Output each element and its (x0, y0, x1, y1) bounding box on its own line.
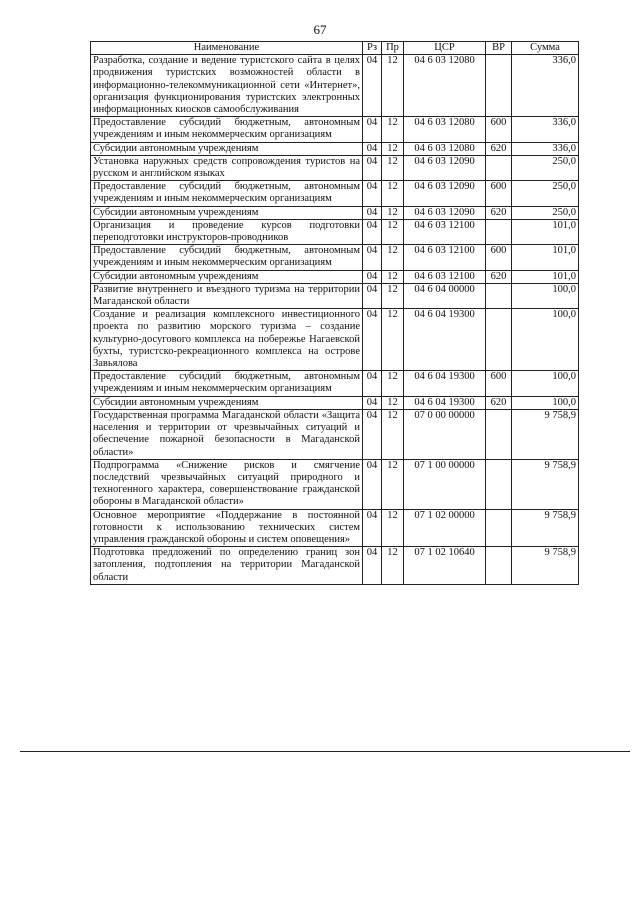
row-pr: 12 (382, 219, 404, 244)
row-sum: 250,0 (512, 155, 579, 180)
row-sum: 9 758,9 (512, 509, 579, 547)
row-sum: 9 758,9 (512, 459, 579, 509)
row-rz: 04 (363, 245, 382, 270)
row-vr: 600 (486, 245, 512, 270)
table-row (91, 245, 579, 270)
table-row (91, 117, 579, 142)
table-row (91, 283, 579, 308)
row-csr: 04 6 04 19300 (404, 309, 486, 371)
row-rz: 04 (363, 181, 382, 206)
row-rz: 04 (363, 142, 382, 155)
row-rz: 04 (363, 270, 382, 283)
row-sum: 250,0 (512, 206, 579, 219)
row-pr: 12 (382, 245, 404, 270)
row-pr: 12 (382, 547, 404, 585)
row-sum: 100,0 (512, 309, 579, 371)
row-vr (486, 55, 512, 117)
row-csr: 04 6 04 19300 (404, 371, 486, 396)
row-csr: 04 6 03 12080 (404, 55, 486, 117)
row-pr: 12 (382, 270, 404, 283)
row-name: Организация и проведение курсов подготовки переподготовки инструкторов-проводников (91, 219, 363, 244)
row-sum: 100,0 (512, 283, 579, 308)
row-pr: 12 (382, 396, 404, 409)
row-name: Разработка, создание и ведение туристского сайта в целях продвижения туристских возможностей области в информационно-телекоммуникационной сети «Интернет», организация функционирования туристских электронных информационных киосков самообслуживания (91, 55, 363, 117)
row-vr: 620 (486, 142, 512, 155)
row-sum: 101,0 (512, 270, 579, 283)
row-vr (486, 219, 512, 244)
row-name: Субсидии автономным учреждениям (91, 396, 363, 409)
row-csr: 04 6 03 12080 (404, 142, 486, 155)
row-name: Создание и реализация комплексного инвестиционного проекта по развитию морского туризма – создание культурно-досугового комплекса на побережье Нагаевской бухты, туристско-рекреационного комплекса на острове Завьялова (91, 309, 363, 371)
row-csr: 04 6 03 12090 (404, 155, 486, 180)
row-csr: 04 6 04 19300 (404, 396, 486, 409)
row-vr: 620 (486, 270, 512, 283)
row-vr: 600 (486, 371, 512, 396)
row-csr: 07 0 00 00000 (404, 409, 486, 459)
row-csr: 07 1 02 10640 (404, 547, 486, 585)
row-rz: 04 (363, 283, 382, 308)
table-row (91, 206, 579, 219)
row-rz: 04 (363, 309, 382, 371)
table-row (91, 309, 579, 371)
row-rz: 04 (363, 396, 382, 409)
table-row (91, 219, 579, 244)
table-row (91, 55, 579, 117)
budget-table (90, 41, 579, 585)
row-vr: 620 (486, 396, 512, 409)
row-name: Предоставление субсидий бюджетным, автономным учреждениям и иным некоммерческим организациям (91, 245, 363, 270)
row-name: Предоставление субсидий бюджетным, автономным учреждениям и иным некоммерческим организациям (91, 181, 363, 206)
row-rz: 04 (363, 155, 382, 180)
header-name: Наименование (91, 42, 363, 55)
row-csr: 04 6 03 12080 (404, 117, 486, 142)
row-csr: 04 6 03 12100 (404, 219, 486, 244)
header-rz: Рз (363, 42, 382, 55)
row-sum: 101,0 (512, 219, 579, 244)
row-csr: 04 6 03 12100 (404, 270, 486, 283)
row-vr (486, 409, 512, 459)
row-vr: 600 (486, 181, 512, 206)
row-rz: 04 (363, 409, 382, 459)
row-name: Подпрограмма «Снижение рисков и смягчение последствий чрезвычайных ситуаций природного и техногенного характера, совершенствование гражданской обороны в Магаданской области» (91, 459, 363, 509)
row-rz: 04 (363, 219, 382, 244)
row-pr: 12 (382, 459, 404, 509)
row-vr (486, 309, 512, 371)
row-csr: 04 6 04 00000 (404, 283, 486, 308)
row-csr: 07 1 00 00000 (404, 459, 486, 509)
row-csr: 04 6 03 12100 (404, 245, 486, 270)
row-pr: 12 (382, 309, 404, 371)
row-sum: 336,0 (512, 142, 579, 155)
table-row (91, 371, 579, 396)
row-pr: 12 (382, 142, 404, 155)
table-row (91, 547, 579, 585)
row-vr: 620 (486, 206, 512, 219)
page-number: 67 (313, 22, 327, 37)
table-row (91, 509, 579, 547)
row-pr: 12 (382, 371, 404, 396)
row-name: Предоставление субсидий бюджетным, автономным учреждениям и иным некоммерческим организациям (91, 117, 363, 142)
row-rz: 04 (363, 371, 382, 396)
row-name: Государственная программа Магаданской области «Защита населения и территории от чрезвычайных ситуаций и обеспечение пожарной безопасности в Магаданской области» (91, 409, 363, 459)
row-pr: 12 (382, 206, 404, 219)
row-csr: 04 6 03 12090 (404, 181, 486, 206)
row-rz: 04 (363, 547, 382, 585)
row-sum: 336,0 (512, 117, 579, 142)
footer-divider (20, 751, 630, 752)
row-sum: 336,0 (512, 55, 579, 117)
header-csr: ЦСР (404, 42, 486, 55)
row-vr (486, 509, 512, 547)
row-pr: 12 (382, 283, 404, 308)
row-name: Установка наружных средств сопровождения туристов на русском и английском языках (91, 155, 363, 180)
row-pr: 12 (382, 155, 404, 180)
table-header-row (91, 42, 579, 55)
row-pr: 12 (382, 117, 404, 142)
table-row (91, 155, 579, 180)
table-row (91, 396, 579, 409)
header-vr: ВР (486, 42, 512, 55)
row-pr: 12 (382, 181, 404, 206)
row-csr: 07 1 02 00000 (404, 509, 486, 547)
header-sum: Сумма (512, 42, 579, 55)
row-csr: 04 6 03 12090 (404, 206, 486, 219)
row-sum: 100,0 (512, 371, 579, 396)
header-pr: Пр (382, 42, 404, 55)
row-vr (486, 155, 512, 180)
row-name: Подготовка предложений по определению границ зон затопления, подтопления на территории Магаданской области (91, 547, 363, 585)
row-rz: 04 (363, 206, 382, 219)
table-row (91, 409, 579, 459)
table-row (91, 181, 579, 206)
row-vr (486, 547, 512, 585)
row-sum: 101,0 (512, 245, 579, 270)
row-pr: 12 (382, 409, 404, 459)
row-vr: 600 (486, 117, 512, 142)
row-pr: 12 (382, 509, 404, 547)
table-row (91, 270, 579, 283)
row-rz: 04 (363, 459, 382, 509)
row-name: Предоставление субсидий бюджетным, автономным учреждениям и иным некоммерческим организациям (91, 371, 363, 396)
table-row (91, 459, 579, 509)
row-name: Субсидии автономным учреждениям (91, 142, 363, 155)
row-name: Основное мероприятие «Поддержание в постоянной готовности к использованию технических систем управления гражданской обороны и систем оповещения» (91, 509, 363, 547)
row-vr (486, 283, 512, 308)
row-pr: 12 (382, 55, 404, 117)
row-rz: 04 (363, 509, 382, 547)
row-sum: 9 758,9 (512, 409, 579, 459)
row-name: Развитие внутреннего и въездного туризма на территории Магаданской области (91, 283, 363, 308)
row-vr (486, 459, 512, 509)
row-sum: 9 758,9 (512, 547, 579, 585)
table-row (91, 142, 579, 155)
row-rz: 04 (363, 55, 382, 117)
row-rz: 04 (363, 117, 382, 142)
row-sum: 250,0 (512, 181, 579, 206)
row-sum: 100,0 (512, 396, 579, 409)
row-name: Субсидии автономным учреждениям (91, 270, 363, 283)
row-name: Субсидии автономным учреждениям (91, 206, 363, 219)
